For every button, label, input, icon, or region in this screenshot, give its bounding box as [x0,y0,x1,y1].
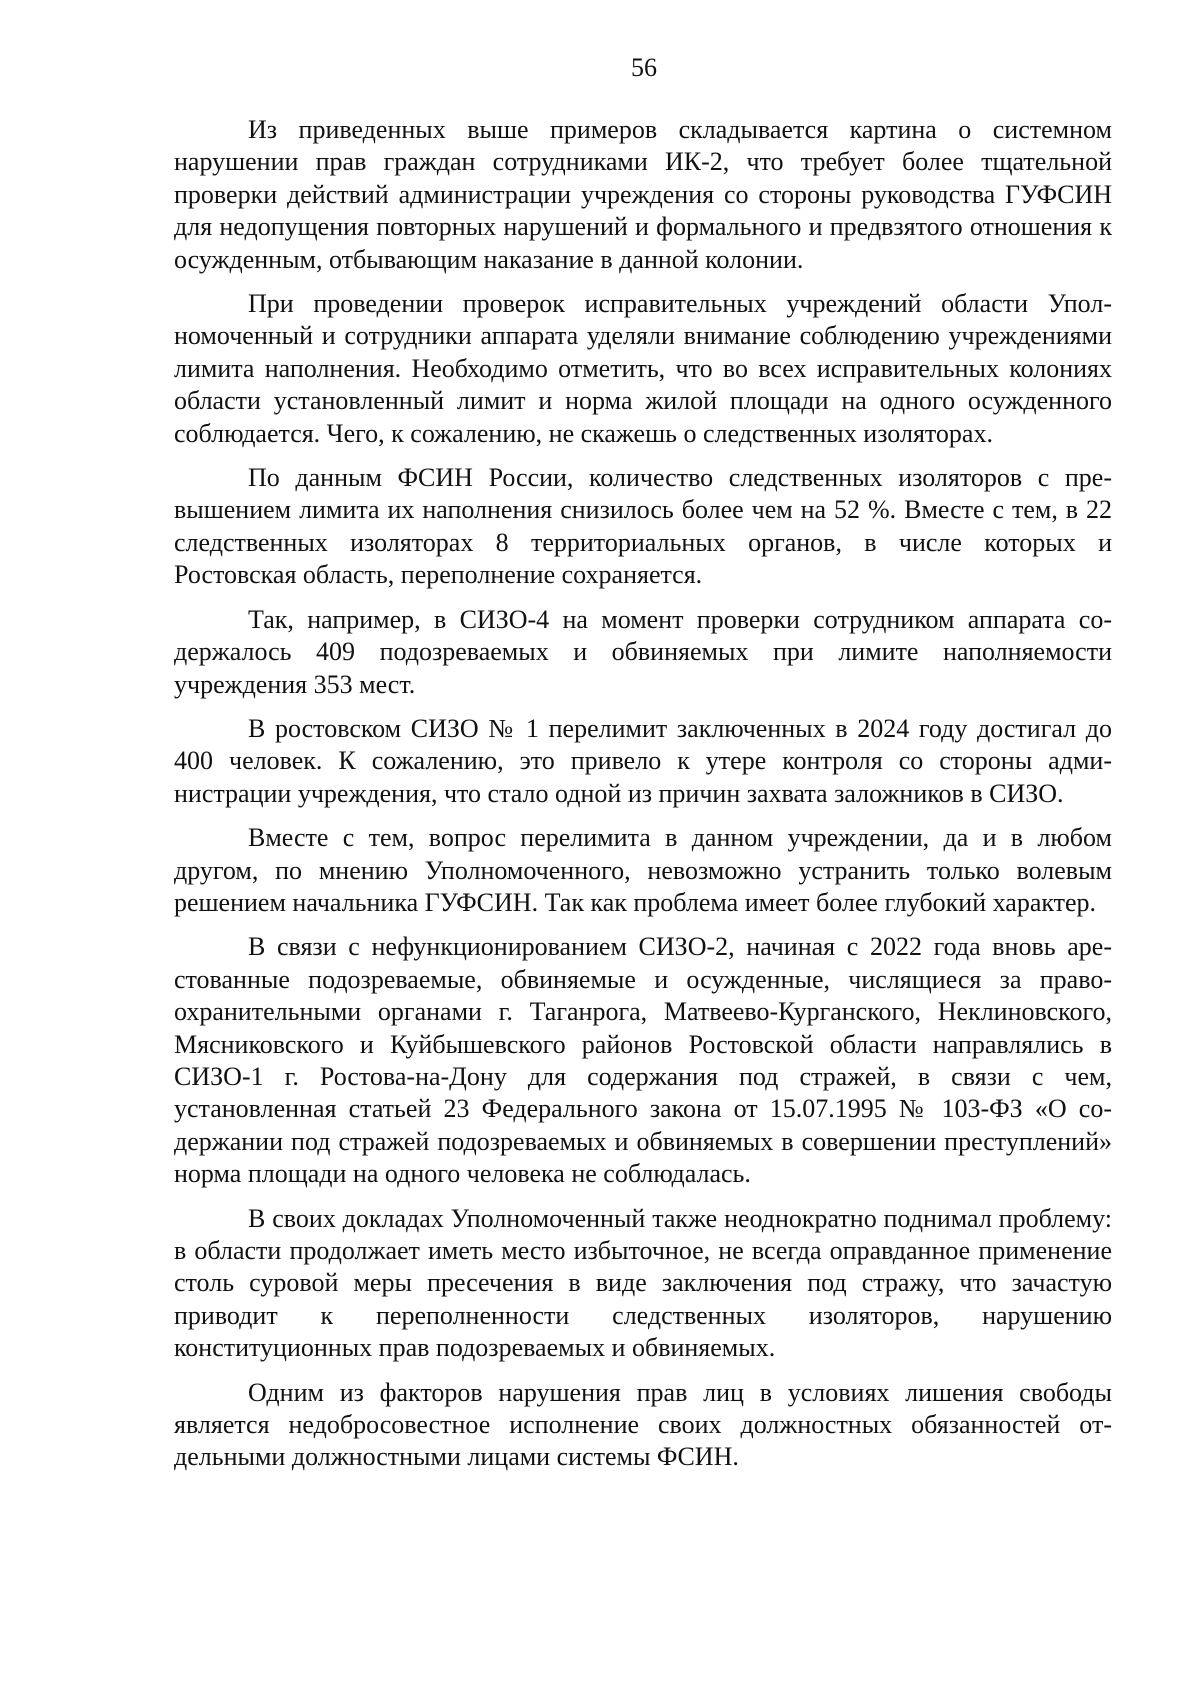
paragraph-5: В ростовском СИЗО № 1 перелимит заключенных в 2024 году достигал до 400 человек. К сожалению, это привело к утере контроля со стороны администрации учреждения, что стало одной из причин захвата заложников в СИЗО. [174,713,1112,808]
paragraph-3: По данным ФСИН России, количество следственных изоляторов с превышением лимита их наполнения снизилось более чем на 52 %. Вместе с тем, в 22 следственных изоляторах 8 территориальных органов, в числе которых и Ростовская область, переполнение сохраняется. [174,463,1112,590]
paragraph-1: Из приведенных выше примеров складывается картина о системном нарушении прав граждан сотрудниками ИК-2, что требует более тщательной проверки действий администрации учреждения со стороны руководства ГУФСИН для недопущения повторных нарушений и формального и предвзятого отношения к осужденным, отбывающим наказание в данной колонии. [174,115,1112,274]
page-number: 56 [631,53,657,82]
paragraph-4: Так, например, в СИЗО-4 на момент проверки сотрудником аппарата содержалось 409 подозреваемых и обвиняемых при лимите наполняемости учреждения 353 мест. [174,604,1112,699]
paragraph-2: При проведении проверок исправительных учреждений области Уполномоченный и сотрудники аппарата уделяли внимание соблюдению учреждениями лимита наполнения. Необходимо отметить, что во всех исправительных колониях области установленный лимит и норма жилой площади на одного осужденного соблюдается. Чего, к сожалению, не скажешь о следственных изоляторах. [174,289,1112,448]
text-body [174,114,1112,1486]
paragraph-8: В своих докладах Уполномоченный также неоднократно поднимал проблему: в области продолжает иметь место избыточное, не всегда оправданное применение столь суровой меры пресечения в виде заключения под стражу, что зачастую приводит к переполненности следственных изоляторов, нарушению конституционных прав подозреваемых и обвиняемых. [174,1203,1112,1363]
paragraph-9: Одним из факторов нарушения прав лиц в условиях лишения свободы является недобросовестное исполнение своих должностных обязанностей отдельными должностными лицами системы ФСИН. [174,1377,1112,1472]
paragraph-7: В связи с нефункционированием СИЗО-2, начиная с 2022 года вновь арестованные подозреваемые, обвиняемые и осужденные, числящиеся за правоохранительными органами г. Таганрога, Матвеево-Курганского, Неклиновского, Мясниковского и Куйбышевского районов Ростовской области направлялись в СИЗО-1 г. Ростова-на-Дону для содержания под стражей, в связи с чем, установленная статьей 23 Федерального закона от 15.07.1995 № 103-ФЗ «О содержании под стражей подозреваемых и обвиняемых в совершении преступлений» норма площади на одного человека не соблюдалась. [174,932,1112,1189]
paragraph-6: Вместе с тем, вопрос перелимита в данном учреждении, да и в любом другом, по мнению Уполномоченного, невозможно устранить только волевым решением начальника ГУФСИН. Так как проблема имеет более глубокий характер. [174,823,1112,917]
